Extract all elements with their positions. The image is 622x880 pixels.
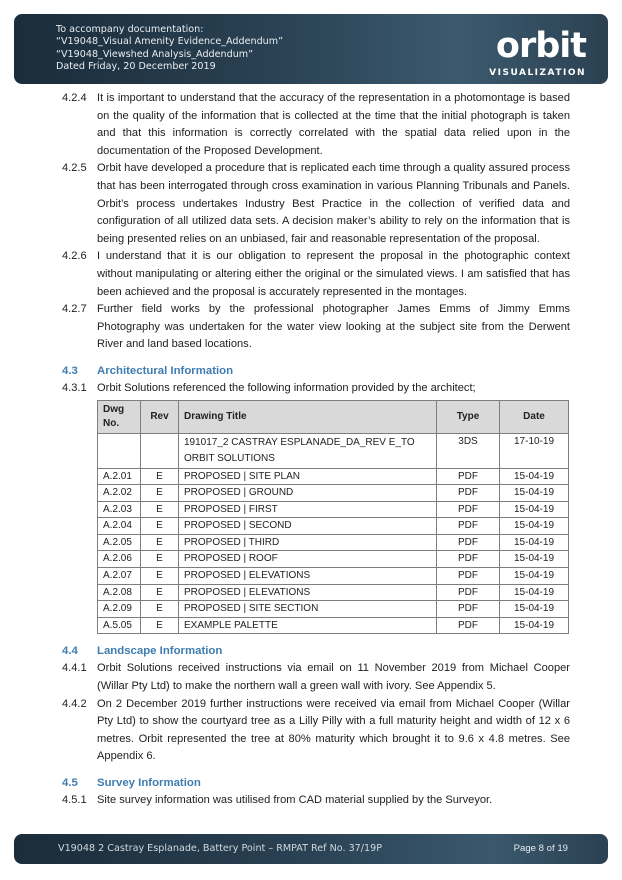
cell-date: 17-10-19 xyxy=(500,433,569,468)
cell-title: PROPOSED | SECOND xyxy=(179,518,437,535)
heading-text: Landscape Information xyxy=(97,645,223,658)
paragraph-number: 4.2.7 xyxy=(62,303,87,316)
heading-number: 4.3 xyxy=(62,364,78,377)
paragraph-4-2-6 xyxy=(62,248,570,301)
paragraph-number: 4.4.2 xyxy=(62,697,87,710)
cell-type: PDF xyxy=(437,485,500,502)
paragraph-4-2-7 xyxy=(62,301,570,354)
cell-dwg: A.2.04 xyxy=(98,518,141,535)
paragraph-number: 4.3.1 xyxy=(62,381,87,394)
cell-type: PDF xyxy=(437,518,500,535)
header-line: To accompany documentation: xyxy=(56,24,204,35)
cell-dwg: A.2.08 xyxy=(98,584,141,601)
cell-type: PDF xyxy=(437,551,500,568)
header-document-info xyxy=(56,24,283,74)
cell-type: PDF xyxy=(437,534,500,551)
cell-rev: E xyxy=(141,518,179,535)
cell-title: PROPOSED | THIRD xyxy=(179,534,437,551)
header-line: “V19048_Viewshed Analysis_Addendum” xyxy=(56,48,254,60)
cell-title: PROPOSED | GROUND xyxy=(179,485,437,502)
cell-date: 15-04-19 xyxy=(500,534,569,551)
paragraph-text: I understand that it is our obligation to represent the proposal in the photographic context without manipulating or altering either the original or the simulated views. I am satisfied that has been achieved and the proposal is accurately represented in the montages. xyxy=(97,250,570,298)
heading-landscape-information xyxy=(62,643,570,660)
paragraph-text: Orbit Solutions referenced the following information provided by the architect; xyxy=(97,381,476,394)
cell-type: PDF xyxy=(437,468,500,485)
paragraph-text: Site survey information was utilised from CAD material supplied by the Surveyor. xyxy=(97,794,493,806)
drawing-register-table xyxy=(97,400,569,635)
header-line: Dated Friday, 20 December 2019 xyxy=(56,61,216,73)
paragraph-4-4-2 xyxy=(62,696,570,766)
cell-date: 15-04-19 xyxy=(500,468,569,485)
heading-number: 4.5 xyxy=(62,777,78,789)
cell-rev: E xyxy=(141,501,179,518)
cell-title: PROPOSED | SITE SECTION xyxy=(179,601,437,618)
cell-dwg xyxy=(98,433,141,468)
heading-text: Survey Information xyxy=(97,777,201,789)
cell-date: 15-04-19 xyxy=(500,584,569,601)
table-row xyxy=(98,468,569,485)
cell-rev: E xyxy=(141,551,179,568)
cell-title: PROPOSED | ELEVATIONS xyxy=(179,568,437,585)
cell-date: 15-04-19 xyxy=(500,617,569,634)
cell-date: 15-04-19 xyxy=(500,601,569,618)
cell-dwg: A.2.09 xyxy=(98,601,141,618)
header-line: “V19048_Visual Amenity Evidence_Addendum” xyxy=(56,36,284,48)
cell-date: 15-04-19 xyxy=(500,568,569,585)
cell-title: PROPOSED | ROOF xyxy=(179,551,437,568)
cell-dwg: A.2.06 xyxy=(98,551,141,568)
cell-dwg: A.2.01 xyxy=(98,468,141,485)
cell-type: PDF xyxy=(437,617,500,634)
cell-type: PDF xyxy=(437,568,500,585)
cell-rev: E xyxy=(141,534,179,551)
paragraph-number: 4.2.5 xyxy=(62,162,87,175)
column-header-rev: Rev xyxy=(141,400,179,433)
paragraph-text: It is important to understand that the accuracy of the representation in a photomontage is based on the quality of the information that is collected at the time that the initial photograph is taken and that this information is correctly correlated with the spatial data relied upon in the documentation of the Proposed Development. xyxy=(97,92,570,157)
cell-type: PDF xyxy=(437,601,500,618)
paragraph-text: On 2 December 2019 further instructions were received via email from Michael Cooper (Willar Pty Ltd) to show the courtyard tree as a Lilly Pilly with a full maturity height and width of 12 x 6 metres. Orbit represented the tree at 80% maturity which brought it to 9.6 x 4.8 metres. See Appendix 6. xyxy=(97,697,570,763)
cell-dwg: A.2.07 xyxy=(98,568,141,585)
paragraph-text: Orbit Solutions received instructions via email on 11 November 2019 from Michael Cooper (Willar Pty Ltd) to make the northern wall a green wall with ivory. See Appendix 5. xyxy=(97,662,570,693)
cell-rev: E xyxy=(141,601,179,618)
heading-number: 4.4 xyxy=(62,645,78,658)
paragraph-number: 4.2.6 xyxy=(62,250,87,263)
table-row xyxy=(98,518,569,535)
cell-dwg: A.2.02 xyxy=(98,485,141,502)
cell-rev: E xyxy=(141,468,179,485)
page-content xyxy=(62,90,570,810)
table-row xyxy=(98,534,569,551)
table-row xyxy=(98,601,569,618)
cell-date: 15-04-19 xyxy=(500,551,569,568)
paragraph-text: Further field works by the professional photographer James Emms of Jimmy Emms Photography was undertaken for the water view looking at the subject site from the Derwent River and land based locations. xyxy=(97,303,570,351)
paragraph-number: 4.4.1 xyxy=(62,662,87,675)
paragraph-text: Orbit have developed a procedure that is replicated each time through a quality assured process that has been interrogated through cross examination in various Planning Tribunals and Panels. Orbit’s process undertakes Industry Best Practice in the collection of verified data and configuration of all utilized data sets. A decision maker’s ability to rely on the information that is being presented relies on an unbiased, fair and reasonable representation of the proposal. xyxy=(97,162,570,245)
cell-date: 15-04-19 xyxy=(500,485,569,502)
orbit-logo xyxy=(482,24,586,80)
cell-rev: E xyxy=(141,568,179,585)
paragraph-4-4-1 xyxy=(62,660,570,695)
heading-text: Architectural Information xyxy=(97,364,234,377)
table-row xyxy=(98,433,569,468)
column-header-date: Date xyxy=(500,400,569,433)
logo-subtext: VISUALIZATION xyxy=(489,68,586,78)
cell-rev: E xyxy=(141,617,179,634)
table-row xyxy=(98,485,569,502)
cell-rev: E xyxy=(141,485,179,502)
table-row xyxy=(98,501,569,518)
paragraph-4-2-5 xyxy=(62,160,570,248)
cell-rev: E xyxy=(141,584,179,601)
paragraph-4-5-1 xyxy=(62,792,570,810)
cell-title: 191017_2 CASTRAY ESPLANADE_DA_REV E_TO ORBIT SOLUTIONS xyxy=(179,433,437,468)
cell-type: 3DS xyxy=(437,433,500,468)
table-row xyxy=(98,568,569,585)
heading-architectural-information xyxy=(62,363,570,380)
cell-title: PROPOSED | ELEVATIONS xyxy=(179,584,437,601)
cell-type: PDF xyxy=(437,584,500,601)
cell-dwg: A.2.03 xyxy=(98,501,141,518)
cell-dwg: A.2.05 xyxy=(98,534,141,551)
heading-survey-information xyxy=(62,775,570,792)
cell-title: EXAMPLE PALETTE xyxy=(179,617,437,634)
footer-banner xyxy=(14,834,608,864)
cell-type: PDF xyxy=(437,501,500,518)
page-number: Page 8 of 19 xyxy=(513,843,568,854)
cell-date: 15-04-19 xyxy=(500,518,569,535)
paragraph-4-3-1 xyxy=(62,380,570,398)
paragraph-number: 4.5.1 xyxy=(62,794,87,806)
cell-dwg: A.5.05 xyxy=(98,617,141,634)
column-header-title: Drawing Title xyxy=(179,400,437,433)
table-row xyxy=(98,617,569,634)
footer-project-reference: V19048 2 Castray Esplanade, Battery Point – RMPAT Ref No. 37/19P xyxy=(58,843,383,854)
header-banner xyxy=(14,14,608,84)
cell-rev xyxy=(141,433,179,468)
table-row xyxy=(98,551,569,568)
column-header-type: Type xyxy=(437,400,500,433)
cell-title: PROPOSED | SITE PLAN xyxy=(179,468,437,485)
cell-title: PROPOSED | FIRST xyxy=(179,501,437,518)
logo-wordmark: orbit xyxy=(495,26,586,66)
table-header-row xyxy=(98,400,569,433)
paragraph-number: 4.2.4 xyxy=(62,92,87,104)
column-header-dwg: Dwg No. xyxy=(98,400,141,433)
table-row xyxy=(98,584,569,601)
cell-date: 15-04-19 xyxy=(500,501,569,518)
paragraph-4-2-4 xyxy=(62,90,570,160)
